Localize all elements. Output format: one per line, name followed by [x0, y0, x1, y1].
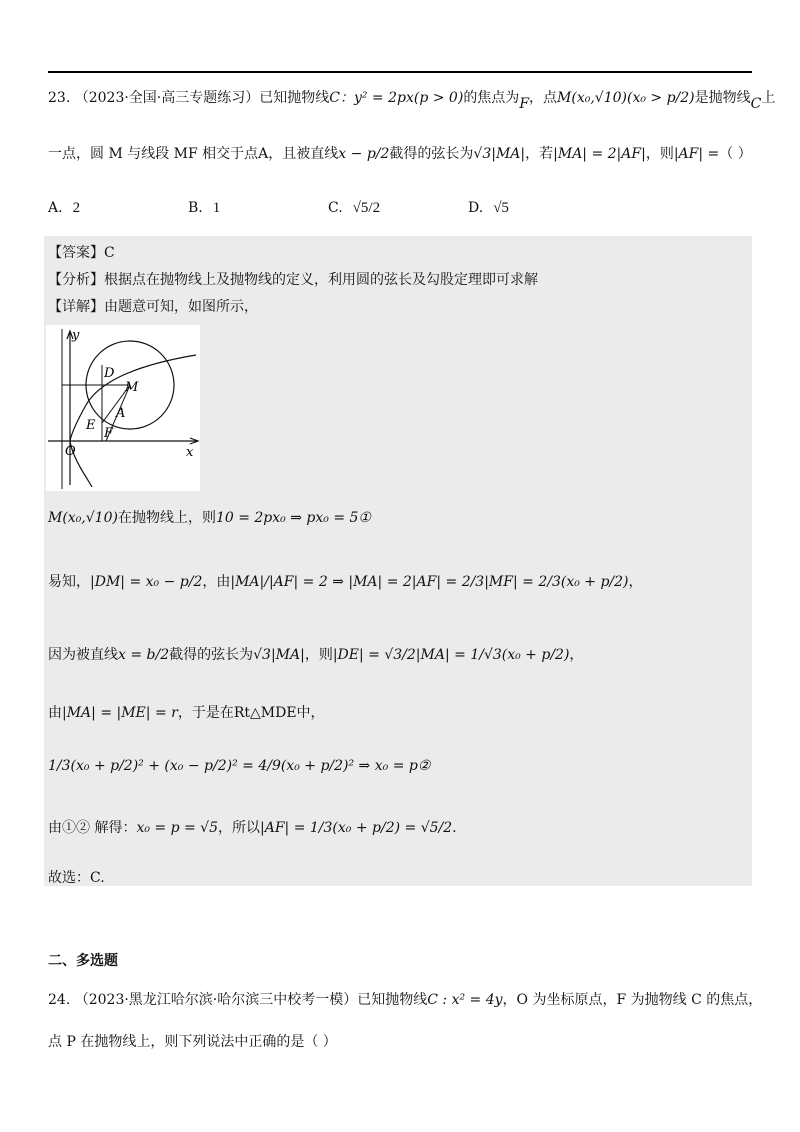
step1-point: M(x₀,√10) — [48, 510, 118, 526]
step2-text: 易知， — [48, 574, 90, 590]
section-title: 二、多选题 — [48, 953, 118, 969]
step6-text: ，所以 — [218, 820, 261, 836]
option-value: 1 — [212, 200, 221, 216]
q24-line1 — [48, 990, 762, 1010]
q23-focus: F — [519, 96, 530, 112]
q24-text: 已知抛物线 — [357, 992, 428, 1008]
q24-number: 24. — [48, 992, 71, 1008]
q23-curve: C — [750, 96, 762, 112]
q23-number: 23. — [48, 90, 71, 106]
step4-text: 中， — [296, 705, 325, 721]
label-e: E — [86, 418, 96, 433]
q23-text: 截得的弦长为 — [389, 146, 474, 162]
q24-line2: 点 P 在抛物线上，则下列说法中正确的是（ ） — [48, 1034, 337, 1050]
q23-line1 — [48, 88, 776, 112]
option-value: √5/2 — [352, 200, 381, 216]
q23-ask: |AF| = — [673, 146, 720, 162]
step2-text: ， — [628, 574, 643, 590]
q23-text: 是抛物线 — [694, 90, 751, 106]
q24-text: ，O 为坐标原点，F 为抛物线 C 的焦点， — [502, 992, 763, 1008]
step4-text: ，于是在 — [177, 705, 234, 721]
option-label: B. — [188, 200, 203, 216]
step4-eq: |MA| = |ME| = r — [62, 705, 178, 721]
step1-eq: 10 = 2px₀ ⇒ px₀ = 5① — [215, 510, 371, 526]
step1 — [48, 508, 371, 528]
label-m: M — [125, 380, 139, 395]
step2 — [48, 572, 643, 592]
option-b[interactable] — [188, 200, 220, 217]
step1-text: 在抛物线上，则 — [117, 510, 216, 526]
step3-line: x = b/2 — [118, 647, 170, 663]
q23-text: 已知抛物线 — [259, 90, 330, 106]
top-rule — [48, 71, 752, 73]
step2-text: ，由 — [202, 574, 231, 590]
option-c[interactable] — [328, 200, 380, 217]
step5 — [48, 756, 430, 776]
q23-text: 一点，圆 M 与线段 MF 相交于点A，且被直线 — [48, 146, 339, 162]
step3-text: 因为被直线 — [48, 647, 118, 663]
option-label: A. — [48, 200, 63, 216]
analysis-line: 【分析】根据点在抛物线上及抛物线的定义，利用圆的弦长及勾股定理即可求解 — [48, 272, 538, 288]
q23-text: 上 — [761, 90, 776, 106]
step4-triangle: Rt△MDE — [233, 705, 297, 721]
q23-paren: （ ） — [719, 146, 752, 162]
q23-text: ，若 — [525, 146, 554, 162]
q23-cond2: |MA| = 2|AF| — [553, 146, 646, 162]
q23-text: ，点 — [529, 90, 558, 106]
label-y: y — [72, 328, 80, 343]
step5-eq: 1/3(x₀ + p/2)² + (x₀ − p/2)² = 4/9(x₀ + p/2)² ⇒ x₀ = p② — [48, 758, 431, 774]
option-value: √5 — [493, 200, 509, 216]
figure-svg — [46, 325, 200, 491]
step6-text: 由①② 解得： — [48, 820, 137, 836]
step2-dm: |DM| = x₀ − p/2 — [90, 574, 203, 590]
step6-text: . — [452, 820, 457, 836]
step6 — [48, 818, 457, 838]
option-a[interactable] — [48, 200, 80, 217]
option-label: D. — [468, 200, 484, 216]
q23-chord: √3|MA| — [473, 146, 526, 162]
q23-text: ，则 — [645, 146, 674, 162]
label-o: O — [65, 444, 76, 459]
step2-eq: |MA|/|AF| = 2 ⇒ |MA| = 2|AF| = 2/3|MF| = 2/3(x₀ + p/2) — [230, 574, 629, 590]
option-label: C. — [328, 200, 343, 216]
answer-line: 【答案】C — [48, 245, 115, 261]
q23-text: 的焦点为 — [463, 90, 520, 106]
step3-chord: √3|MA| — [253, 647, 305, 663]
label-f: F — [104, 426, 114, 441]
q24-source: （2023·黑龙江哈尔滨·哈尔滨三中校考一模） — [74, 992, 358, 1008]
step3-text: ， — [569, 647, 584, 663]
detail-line: 【详解】由题意可知，如图所示， — [48, 299, 258, 315]
q24-parabola: C : x² = 4y — [427, 992, 503, 1008]
label-x: x — [186, 445, 194, 460]
q23-source: （2023·全国·高三专题练习） — [74, 90, 260, 106]
label-a: A — [116, 406, 126, 421]
q23-condition: (x₀ > p/2) — [626, 90, 695, 106]
q23-parabola: C：y² = 2px(p > 0) — [329, 90, 464, 106]
option-value: 2 — [72, 200, 81, 216]
step4-text: 由 — [48, 705, 62, 721]
label-d: D — [104, 366, 115, 381]
step3-text: ，则 — [304, 647, 333, 663]
step6-result: x₀ = p = √5 — [136, 820, 219, 836]
step3 — [48, 645, 583, 665]
step3-text: 截得的弦长为 — [169, 647, 254, 663]
step3-eq: |DE| = √3/2|MA| = 1/√3(x₀ + p/2) — [332, 647, 570, 663]
parabola-circle-figure — [46, 325, 200, 491]
q23-line2 — [48, 144, 752, 164]
q23-point-m: M(x₀,√10) — [557, 90, 627, 106]
step6-eq: |AF| = 1/3(x₀ + p/2) = √5/2 — [260, 820, 453, 836]
final-choice: 故选：C. — [48, 870, 105, 886]
q23-line-eq: x − p/2 — [338, 146, 390, 162]
step4 — [48, 703, 325, 723]
option-d[interactable] — [468, 200, 509, 217]
